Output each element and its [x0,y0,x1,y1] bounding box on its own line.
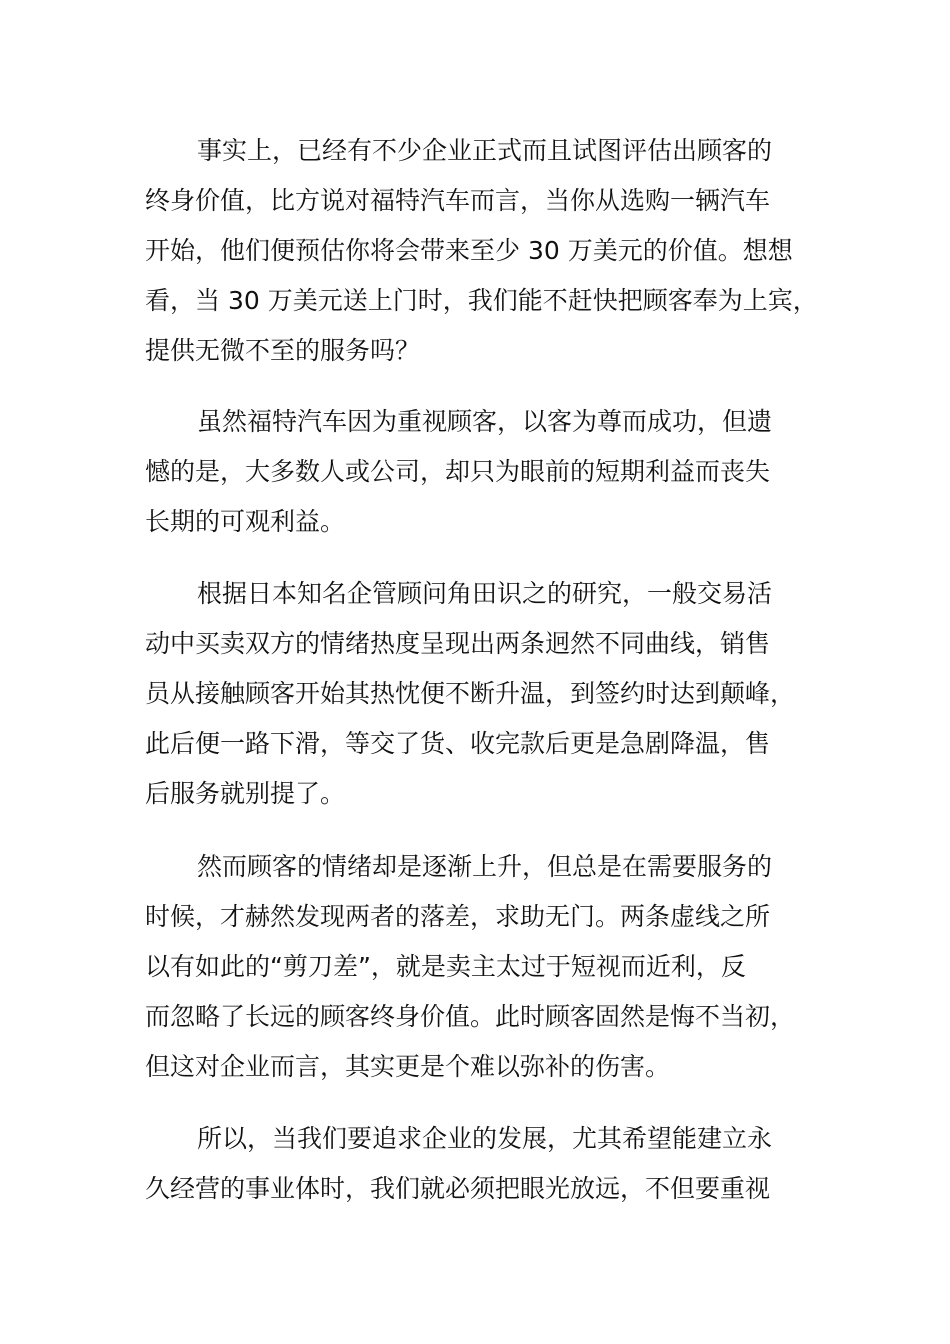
paragraph-line: 开始，他们便预估你将会带来至少 30 万美元的价值。想想 [145,236,793,265]
paragraph-line: 时候，才赫然发现两者的落差，求助无门。两条虚线之所 [145,902,771,931]
paragraph-line: 憾的是，大多数人或公司，却只为眼前的短期利益而丧失 [145,457,771,486]
paragraph-line: 看，当 30 万美元送上门时，我们能不赶快把顾客奉为上宾， [145,286,818,315]
paragraph-line: 长期的可观利益。 [145,507,346,536]
paragraph-line: 久经营的事业体时，我们就必须把眼光放远，不但要重视 [145,1174,771,1203]
paragraph-line: 提供无微不至的服务吗？ [145,336,421,365]
paragraph-line: 后服务就别提了。 [145,779,346,808]
paragraph-line: 事实上，已经有不少企业正式而且试图评估出顾客的 [197,136,773,165]
paragraph-line: 虽然福特汽车因为重视顾客，以客为尊而成功，但遗 [197,407,773,436]
paragraph-5 [145,1114,825,1214]
paragraph-line: 然而顾客的情绪却是逐渐上升，但总是在需要服务的 [197,852,773,881]
paragraph-4 [145,842,825,1092]
paragraph-line: 根据日本知名企管顾问角田识之的研究，一般交易活 [197,579,773,608]
paragraph-1 [145,126,825,376]
paragraph-line: 动中买卖双方的情绪热度呈现出两条迥然不同曲线，销售 [145,629,771,658]
paragraph-line: 终身价值，比方说对福特汽车而言，当你从选购一辆汽车 [145,186,771,215]
paragraph-2 [145,397,825,547]
paragraph-line: 所以，当我们要追求企业的发展，尤其希望能建立永 [197,1124,773,1153]
paragraph-line: 而忽略了长远的顾客终身价值。此时顾客固然是悔不当初， [145,1002,796,1031]
paragraph-line: 以有如此的“剪刀差”，就是卖主太过于短视而近利，反 [145,952,746,981]
paragraph-line: 但这对企业而言，其实更是个难以弥补的伤害。 [145,1052,671,1081]
paragraph-line: 员从接触顾客开始其热忱便不断升温，到签约时达到颠峰， [145,679,796,708]
paragraph-3 [145,569,825,819]
paragraph-line: 此后便一路下滑，等交了货、收完款后更是急剧降温，售 [145,729,771,758]
